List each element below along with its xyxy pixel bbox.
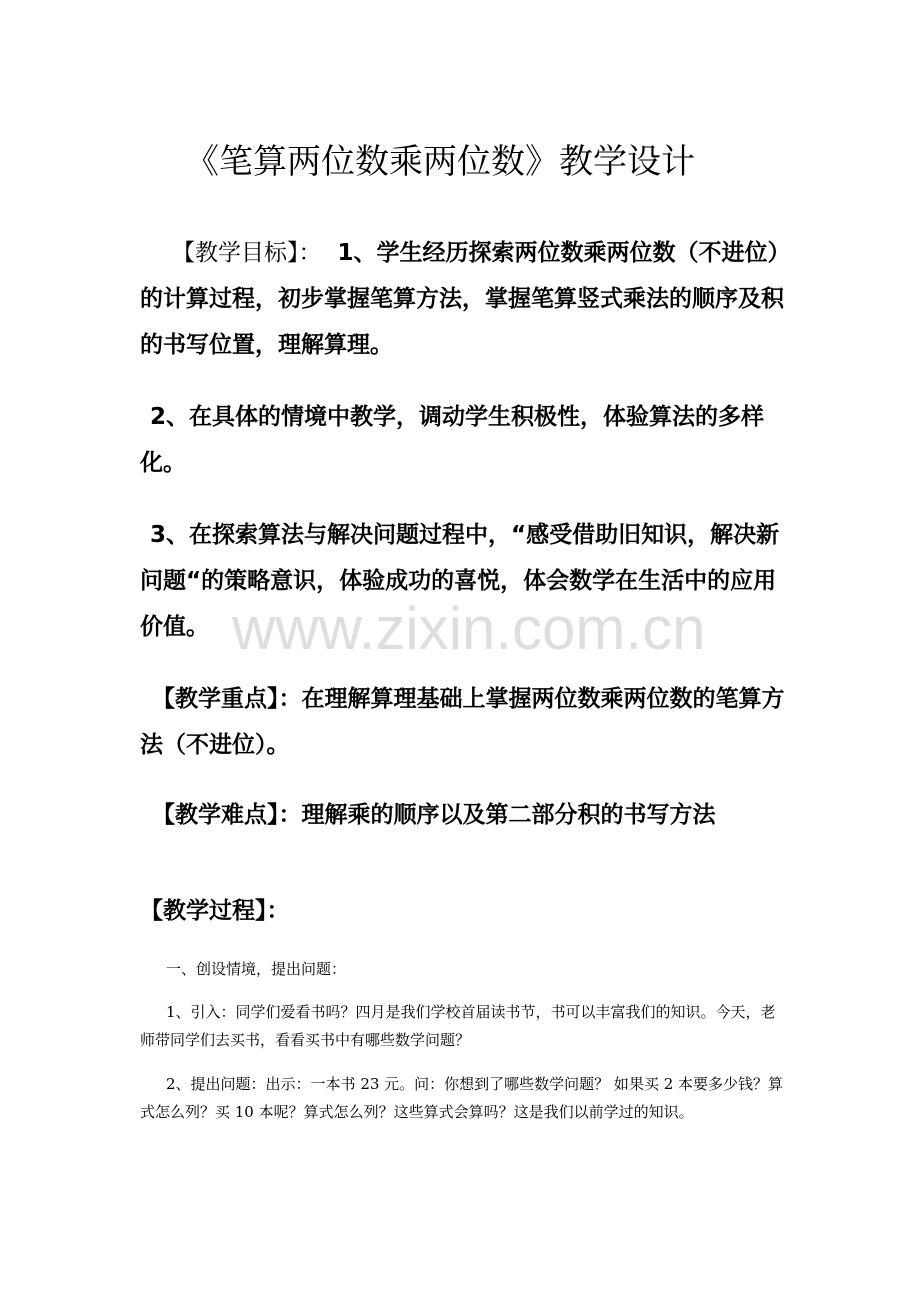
teaching-process-label: 【教学过程】： [140, 898, 290, 924]
document-title: 《笔算两位数乘两位数》教学设计 [185, 142, 695, 182]
teaching-difficulty-text: 理解乘的顺序以及第二部分积的书写方法 [301, 802, 716, 828]
teaching-goals-label: 【教学目标】： [172, 240, 322, 266]
teaching-goals-item-1: 1、学生经历探索两位数乘两位数（不进位）的计算过程，初步掌握笔算方法，掌握笔算竖式乘法的顺序及积的书写位置，理解算理。 [140, 240, 784, 358]
teaching-goals-item-2-paragraph [140, 394, 790, 486]
teaching-process-heading [140, 888, 790, 934]
teaching-goals-paragraph [140, 230, 790, 368]
teaching-difficulty-paragraph [140, 792, 840, 838]
teaching-goals-item-3: 3、在探索算法与解决问题过程中，“感受借助旧知识，解决新问题“的策略意识，体验成功的喜悦，体会数学在生活中的应用价值。 [140, 522, 780, 640]
process-section-1-heading: 一、创设情境，提出问题： [166, 960, 347, 978]
teaching-key-point-paragraph [140, 676, 790, 768]
process-paragraph-2: 2、提出问题：出示：一本书 23 元。问：你想到了哪些数学问题？ 如果买 2 本要多少钱？算式怎么列？买 10 本呢？算式怎么列？这些算式会算吗？这是我们以前学过的知识。 [140, 1075, 784, 1121]
watermark: www.zixin.com.cn [232, 595, 706, 662]
teaching-goals-item-2: 2、在具体的情境中教学，调动学生积极性，体验算法的多样化。 [140, 404, 765, 476]
teaching-difficulty-label: 【教学难点】： [152, 802, 302, 828]
process-paragraph-1: 1、引入：同学们爱看书吗？四月是我们学校首届读书节，书可以丰富我们的知识。今天，老师带同学们去买书，看看买书中有哪些数学问题？ [140, 1003, 776, 1049]
teaching-key-point-label: 【教学重点】： [152, 686, 302, 712]
teaching-goals-item-3-paragraph [140, 512, 790, 650]
teaching-key-point-text: 在理解算理基础上掌握两位数乘两位数的笔算方法（不进位）。 [140, 686, 785, 758]
